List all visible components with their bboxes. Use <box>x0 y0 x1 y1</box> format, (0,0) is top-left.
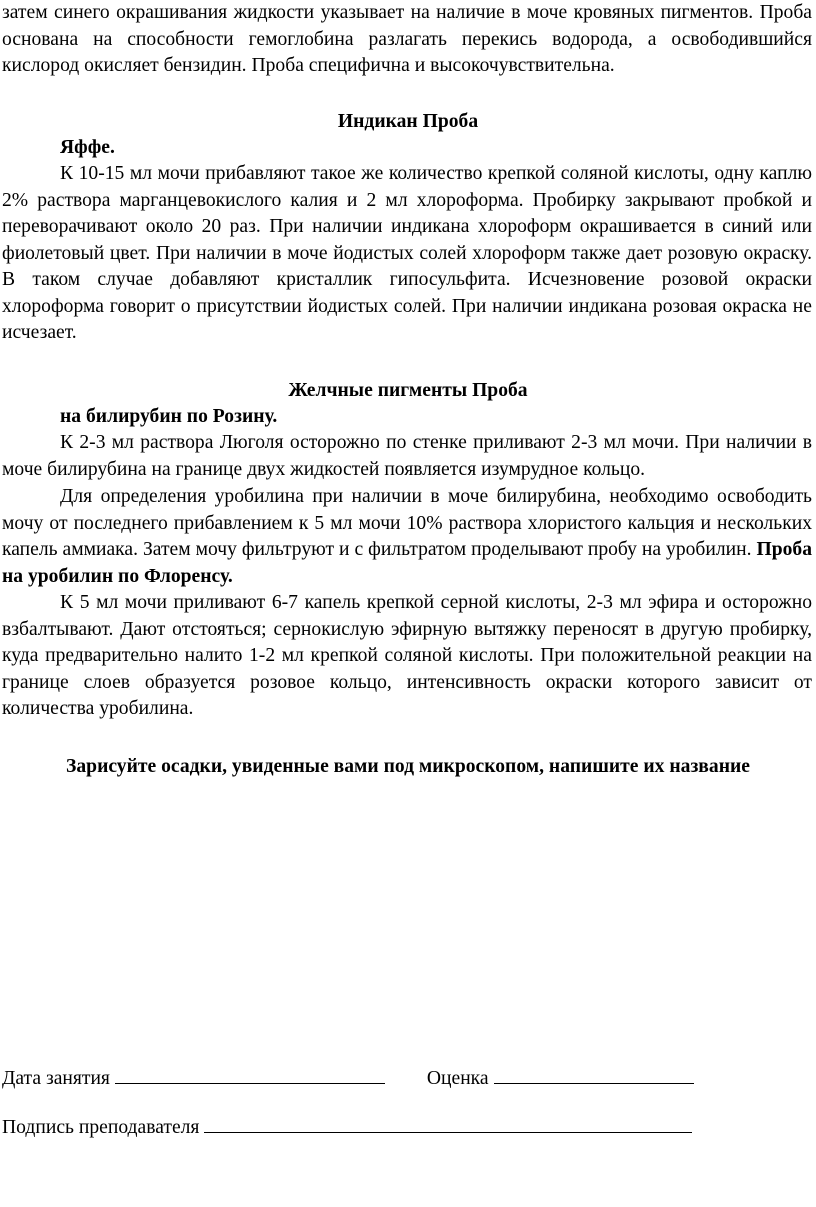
bile-paragraph-1: К 2-3 мл раствора Люголя осторожно по стенке приливают 2-3 мл мочи. При наличии в моче билирубина на границе двух жидкостей появляется изумрудное кольцо. <box>2 432 812 480</box>
indican-paragraph: К 10-15 мл мочи прибавляют такое же количество крепкой соляной кислоты, одну каплю 2% раствора марганцевокислого калия и 2 мл хлороформа. Пробирку закрывают пробкой и переворачивают около 20 раз. При наличии индикана хлороформ окрашивается в синий или фиолетовый цвет. При наличии в моче йодистых солей хлороформ также дает розовую окраску. В таком случае добавляют кристаллик гипосульфита. Исчезновение розовой окраски хлороформа говорит о присутствии йодистых солей. При наличии индикана розовая окраска не исчезает. <box>2 163 812 343</box>
date-field[interactable] <box>115 1065 385 1084</box>
bile-heading: Желчные пигменты Проба <box>288 380 528 401</box>
bile-paragraph-3: К 5 мл мочи приливают 6-7 капель крепкой серной кислоты, 2-3 мл эфира и осторожно взбалтывают. Дают отстояться; сернокислую эфирную вытяжку переносят в другую пробирку, куда предварительно налито 1-2 мл крепкой соляной кислоты. При положительной реакции на границе слоев образуется розовое кольцо, интенсивность окраски которого зависит от количества уробилина. <box>2 592 812 719</box>
florence-test-title: Проба на уробилин по Флоренсу. <box>2 539 812 587</box>
indican-subheading-suffix: . <box>109 137 115 158</box>
indican-subheading-bold: Яффе <box>60 137 110 158</box>
bile-paragraph-2-text: Для определения уробилина при наличии в моче билирубина, необходимо освободить мочу от последнего прибавлением к 5 мл мочи 10% раствора хлористого кальция и нескольких капель аммиака. Затем мочу фильтруют и с фильтратом проделывают пробу на уробилин. <box>2 486 812 560</box>
date-grade-line <box>2 1065 694 1093</box>
signature-label: Подпись преподавателя <box>2 1117 200 1138</box>
indican-heading: Индикан Проба <box>337 111 479 132</box>
signature-line <box>2 1114 692 1142</box>
bile-subheading: на билирубин по Розину. <box>60 406 278 427</box>
grade-label: Оценка <box>426 1068 489 1089</box>
grade-field[interactable] <box>494 1065 694 1084</box>
intro-paragraph: затем синего окрашивания жидкости указывает на наличие в моче кровяных пигментов. Проба основана на способности гемоглобина разлагать перекись водорода, а освободившийся кислород окисляет бензидин. Проба специфична и высокочувствительна. <box>2 2 812 76</box>
task-instruction: Зарисуйте осадки, увиденные вами под микроскопом, напишите их название <box>66 756 750 777</box>
signature-field[interactable] <box>204 1114 692 1133</box>
date-label: Дата занятия <box>2 1068 110 1089</box>
indican-subheading <box>60 135 115 162</box>
bile-paragraph-2 <box>2 484 812 590</box>
